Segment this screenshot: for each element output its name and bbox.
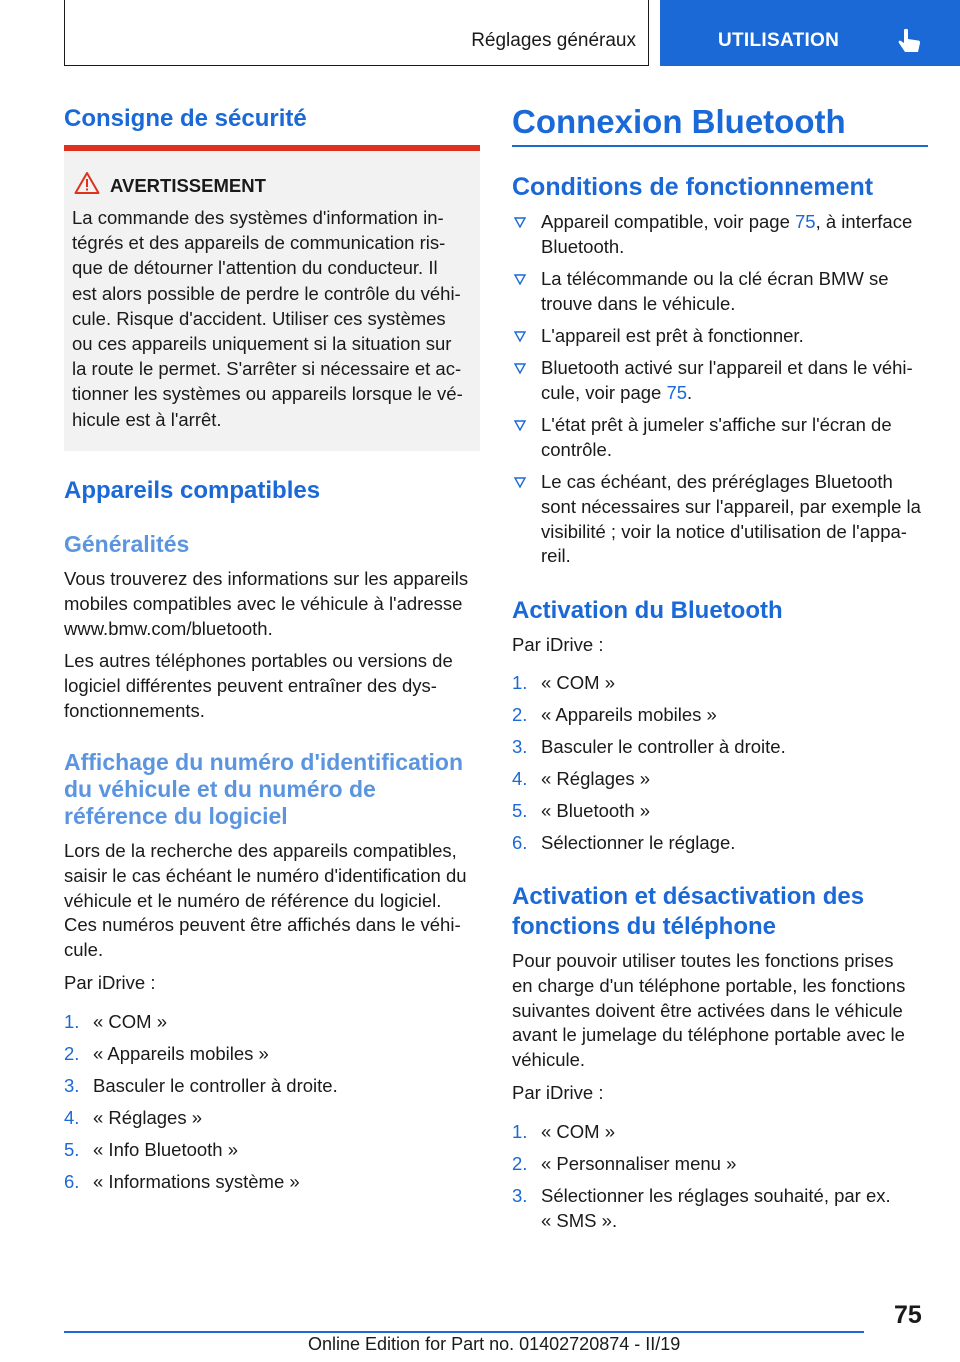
general-title: Généralités	[64, 531, 190, 557]
bullet-triangle-icon	[514, 420, 526, 431]
text-line: L'appareil est prêt à fonctionner.	[541, 325, 804, 346]
page-number: 75	[894, 1301, 922, 1329]
text-line: Lors de la recherche des appareils compatibles,	[64, 840, 457, 861]
step-number: 2.	[512, 704, 528, 725]
warning-line: que de détourner l'attention du conducteur. Il	[72, 257, 438, 279]
text-run: , à interface	[815, 211, 913, 232]
text-run: .	[687, 381, 693, 403]
text-line: fonctionnements.	[64, 699, 205, 721]
step-text: « Appareils mobiles »	[541, 704, 717, 725]
warning-line: la route le permet. S'arrêter si nécessaire et ac-	[72, 358, 462, 380]
warning-triangle-icon	[74, 171, 100, 195]
general-paragraph-1	[64, 567, 484, 641]
text-line: visibilité ; voir la notice d'utilisation de l'appa-	[541, 520, 907, 542]
vin-paragraph	[64, 839, 484, 963]
step-text: « Informations système »	[93, 1171, 300, 1192]
step-number: 4.	[64, 1107, 80, 1128]
step-text: « Réglages »	[93, 1107, 203, 1128]
step-number: 3.	[512, 1185, 528, 1206]
text-line: logiciel différentes peuvent entraîner des dys-	[64, 674, 437, 696]
step-text: « Info Bluetooth »	[93, 1139, 239, 1160]
title-rule	[512, 145, 928, 147]
text-line: trouve dans le véhicule.	[541, 292, 736, 314]
warning-line: tégrés et des appareils de communication ris-	[72, 232, 446, 254]
step-text: Basculer le controller à droite.	[93, 1075, 338, 1096]
text-run: Appareil compatible, voir page	[541, 211, 796, 232]
warning-line: est alors possible de perdre le contrôle du véhi-	[72, 282, 461, 304]
heading-line: Activation et désactivation des	[512, 883, 865, 910]
step-text: Basculer le controller à droite.	[541, 736, 786, 757]
text-line: Pour pouvoir utiliser toutes les fonctions prises	[512, 950, 894, 971]
step-number: 2.	[64, 1043, 80, 1064]
bullet-triangle-icon	[514, 363, 526, 374]
warning-line: cule. Risque d'accident. Utiliser ces systèmes	[72, 307, 446, 329]
step-number: 1.	[64, 1011, 80, 1032]
hand-pointer-icon	[895, 26, 925, 56]
step-text: « Bluetooth »	[541, 800, 651, 821]
heading-line: fonctions du téléphone	[512, 913, 776, 940]
warning-title: AVERTISSEMENT	[110, 175, 266, 196]
phone-paragraph	[512, 949, 932, 1073]
text-line: Vous trouverez des informations sur les appareils	[64, 568, 469, 589]
bluetooth-connection-title: Connexion Bluetooth	[512, 103, 846, 140]
text-line: L'état prêt à jumeler s'affiche sur l'écran de	[541, 414, 892, 435]
text-line: La télécommande ou la clé écran BMW se	[541, 268, 889, 289]
warning-text	[72, 205, 476, 432]
heading-line: Affichage du numéro d'identification	[64, 749, 464, 775]
step-number: 4.	[512, 768, 528, 789]
step-number: 2.	[512, 1153, 528, 1174]
text-line: saisir le cas échéant le numéro d'identification du	[64, 864, 467, 886]
text-line: Bluetooth activé sur l'appareil et dans le véhi-	[541, 357, 913, 378]
bullet-triangle-icon	[514, 477, 526, 488]
text-line: avant le jumelage du téléphone portable avec le	[512, 1024, 905, 1046]
bullet-triangle-icon	[514, 274, 526, 285]
text-line: www.bmw.com/bluetooth.	[64, 617, 273, 639]
heading-line: référence du logiciel	[64, 803, 288, 829]
bullet-triangle-icon	[514, 331, 526, 342]
text-line: reil.	[541, 545, 571, 567]
warning-line: tionner les systèmes ou appareils lorsque le vé-	[72, 383, 463, 405]
footer-edition: Online Edition for Part no. 01402720874 - II/19	[308, 1334, 681, 1354]
step-number: 1.	[512, 672, 528, 693]
text-line: sont nécessaires sur l'appareil, par exemple la	[541, 495, 921, 517]
bullet-triangle-icon	[514, 217, 526, 228]
step-text: Sélectionner les réglages souhaité, par ex.	[541, 1185, 891, 1206]
warning-line: La commande des systèmes d'information in-	[72, 207, 444, 228]
step-text: « Appareils mobiles »	[93, 1043, 269, 1064]
step-number: 5.	[512, 800, 528, 821]
text-line: suivantes doivent être activées dans le véhicule	[512, 999, 903, 1021]
step-text: « COM »	[93, 1011, 168, 1032]
text-line: cule.	[64, 939, 104, 961]
par-idrive-label: Par iDrive :	[512, 1082, 604, 1103]
par-idrive-label: Par iDrive :	[512, 634, 604, 655]
step-text: « COM »	[541, 672, 616, 693]
step-number: 3.	[512, 736, 528, 757]
header-chapter-label: UTILISATION	[718, 30, 840, 51]
text-line: en charge d'un téléphone portable, les fonctions	[512, 974, 906, 996]
par-idrive-label: Par iDrive :	[64, 972, 156, 993]
page-link[interactable]: 75	[795, 211, 816, 232]
header-chapter-tab[interactable]	[660, 0, 960, 66]
text-run: cule, voir page	[541, 381, 667, 403]
text-line: Le cas échéant, des préréglages Bluetooth	[541, 471, 893, 492]
text-line: contrôle.	[541, 438, 612, 460]
warning-box	[64, 151, 480, 451]
vin-display-title	[64, 749, 484, 830]
step-text: « Personnaliser menu »	[541, 1153, 737, 1174]
text-line: Les autres téléphones portables ou versions de	[64, 650, 453, 671]
header-section-title: Réglages généraux	[471, 30, 636, 51]
step-number: 6.	[64, 1171, 80, 1192]
page-link[interactable]: 75	[666, 381, 688, 403]
step-text: « COM »	[541, 1121, 616, 1142]
conditions-title: Conditions de fonctionnement	[512, 173, 874, 201]
step-number: 6.	[512, 832, 528, 853]
text-line: véhicule et le numéro de référence du logiciel.	[64, 889, 442, 911]
warning-line: hicule est à l'arrêt.	[72, 408, 222, 430]
general-paragraph-2	[64, 649, 484, 723]
safety-title: Consigne de sécurité	[64, 105, 307, 132]
text-line: Ces numéros peuvent être affichés dans le véhi-	[64, 914, 461, 936]
phone-functions-title	[512, 882, 932, 942]
warning-line: ou ces appareils uniquement si la situation sur	[72, 333, 452, 355]
step-text: « Réglages »	[541, 768, 651, 789]
header-section-box	[64, 0, 649, 66]
step-number: 5.	[64, 1139, 80, 1160]
step-number: 3.	[64, 1075, 80, 1096]
step-text: Sélectionner le réglage.	[541, 832, 736, 853]
text-line: mobiles compatibles avec le véhicule à l'adresse	[64, 592, 463, 614]
footer-rule	[64, 1331, 864, 1333]
compatible-devices-title: Appareils compatibles	[64, 477, 321, 504]
text-line: véhicule.	[512, 1049, 586, 1071]
heading-line: du véhicule et du numéro de	[64, 776, 376, 802]
text-line: Bluetooth.	[541, 235, 625, 257]
bluetooth-activation-title: Activation du Bluetooth	[512, 597, 783, 624]
step-number: 1.	[512, 1121, 528, 1142]
step-text: « SMS ».	[541, 1209, 618, 1231]
